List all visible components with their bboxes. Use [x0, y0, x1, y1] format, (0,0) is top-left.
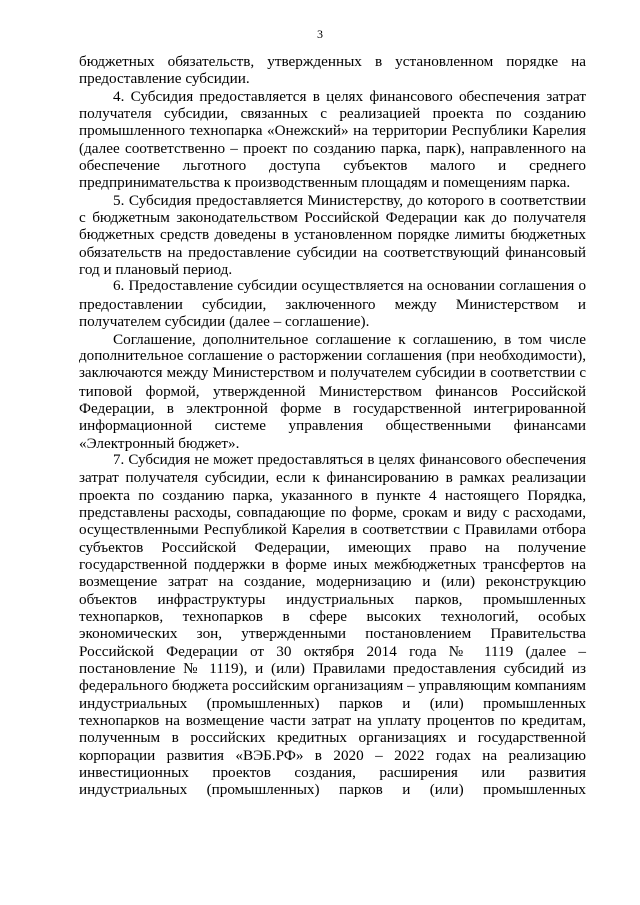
text-line: 5. Субсидия предоставляется Министерству, до которого в соответствии [113, 191, 586, 209]
text-line: предоставлении субсидии, заключенного между Министерством и [79, 295, 586, 313]
text-line: бюджетных средств доведены в установленном порядке лимиты бюджетных [79, 226, 586, 244]
text-line: 4. Субсидия предоставляется в целях финансового обеспечения затрат [113, 87, 586, 105]
text-line: объектов инфраструктуры индустриальных парков, промышленных [79, 590, 586, 608]
text-line: (далее соответственно – проект по созданию парка, парк), направленного на [79, 139, 586, 157]
text-line: индустриальных (промышленных) парков и (или) промышленных [79, 781, 586, 799]
text-line: Соглашение, дополнительное соглашение к соглашению, в том числе [113, 330, 586, 348]
text-line: заключаются между Министерством и получателем субсидии в соответствии с [79, 365, 586, 382]
text-line: Российской Федерации от 30 октября 2014 года № 1119 (далее – [79, 642, 586, 660]
text-line: получателя субсидии, связанных с реализацией проекта по созданию [79, 105, 586, 123]
text-line: типовой формой, утвержденной Министерством финансов Российской [79, 382, 586, 400]
text-line: промышленного технопарка «Онежский» на территории Республики Карелия [79, 122, 586, 140]
text-line: обеспечение льготного доступа субъектов малого и среднего [79, 157, 586, 175]
text-line: индустриальных (промышленных) парков и (или) промышленных [79, 694, 586, 712]
text-line: инвестиционных проектов создания, расширения или развития [79, 764, 586, 782]
text-line: полученным в российских кредитных организациях и государственной [79, 729, 586, 747]
text-line: затрат получателя субсидии, если к финансированию в рамках реализации [79, 469, 586, 487]
page-number: 3 [317, 27, 323, 41]
text-line: информационной системе управления общественными финансами [79, 417, 586, 435]
text-line: проекта по созданию парка, указанного в пункте 4 настоящего Порядка, [79, 486, 586, 504]
text-line: предпринимательства к производственным площадям и помещениям парка. [79, 174, 571, 192]
document-body [79, 53, 586, 799]
text-line: 6. Предоставление субсидии осуществляется на основании соглашения о [113, 278, 586, 295]
text-line: корпорации развития «ВЭБ.РФ» в 2020 – 2022 годах на реализацию [79, 746, 586, 764]
text-line: субъектов Российской Федерации, имеющих право на получение [79, 538, 586, 556]
text-line: год и плановый период. [79, 261, 233, 279]
text-line: представлены расходы, совпадающие по форме, срокам и виду с расходами, [79, 503, 586, 521]
text-line: обязательств на предоставление субсидии на соответствующий финансовый [79, 243, 586, 261]
text-line: с бюджетным законодательством Российской Федерации как до получателя [79, 209, 586, 227]
text-line: государственной поддержки в форме иных межбюджетных трансфертов на [79, 555, 586, 573]
text-line: федерального бюджета российским организациям – управляющим компаниям [79, 677, 586, 695]
text-line: постановление № 1119), и (или) Правилами предоставления субсидий из [79, 660, 586, 678]
text-line: Федерации, в электронной форме в государственной интегрированной [79, 399, 586, 417]
text-line: дополнительное соглашение о расторжении соглашения (при необходимости), [79, 347, 586, 364]
text-line: 7. Субсидия не может предоставляться в целях финансового обеспечения [113, 451, 586, 468]
text-line: возмещение затрат на создание, модернизацию и (или) реконструкцию [79, 573, 586, 591]
text-line: осуществленными Республикой Карелия в соответствии с Правилами отбора [79, 521, 586, 539]
text-line: бюджетных обязательств, утвержденных в установленном порядке на [79, 53, 586, 70]
text-line: технопарков, технопарков в сфере высоких технологий, особых [79, 608, 586, 625]
text-line: технопарков на возмещение части затрат на уплату процентов по кредитам, [79, 712, 586, 730]
text-line: получателем субсидии (далее – соглашение). [79, 313, 370, 331]
text-line: экономических зон, утвержденными постановлением Правительства [79, 625, 586, 643]
text-line: предоставление субсидии. [79, 70, 250, 88]
text-line: «Электронный бюджет». [79, 434, 240, 452]
